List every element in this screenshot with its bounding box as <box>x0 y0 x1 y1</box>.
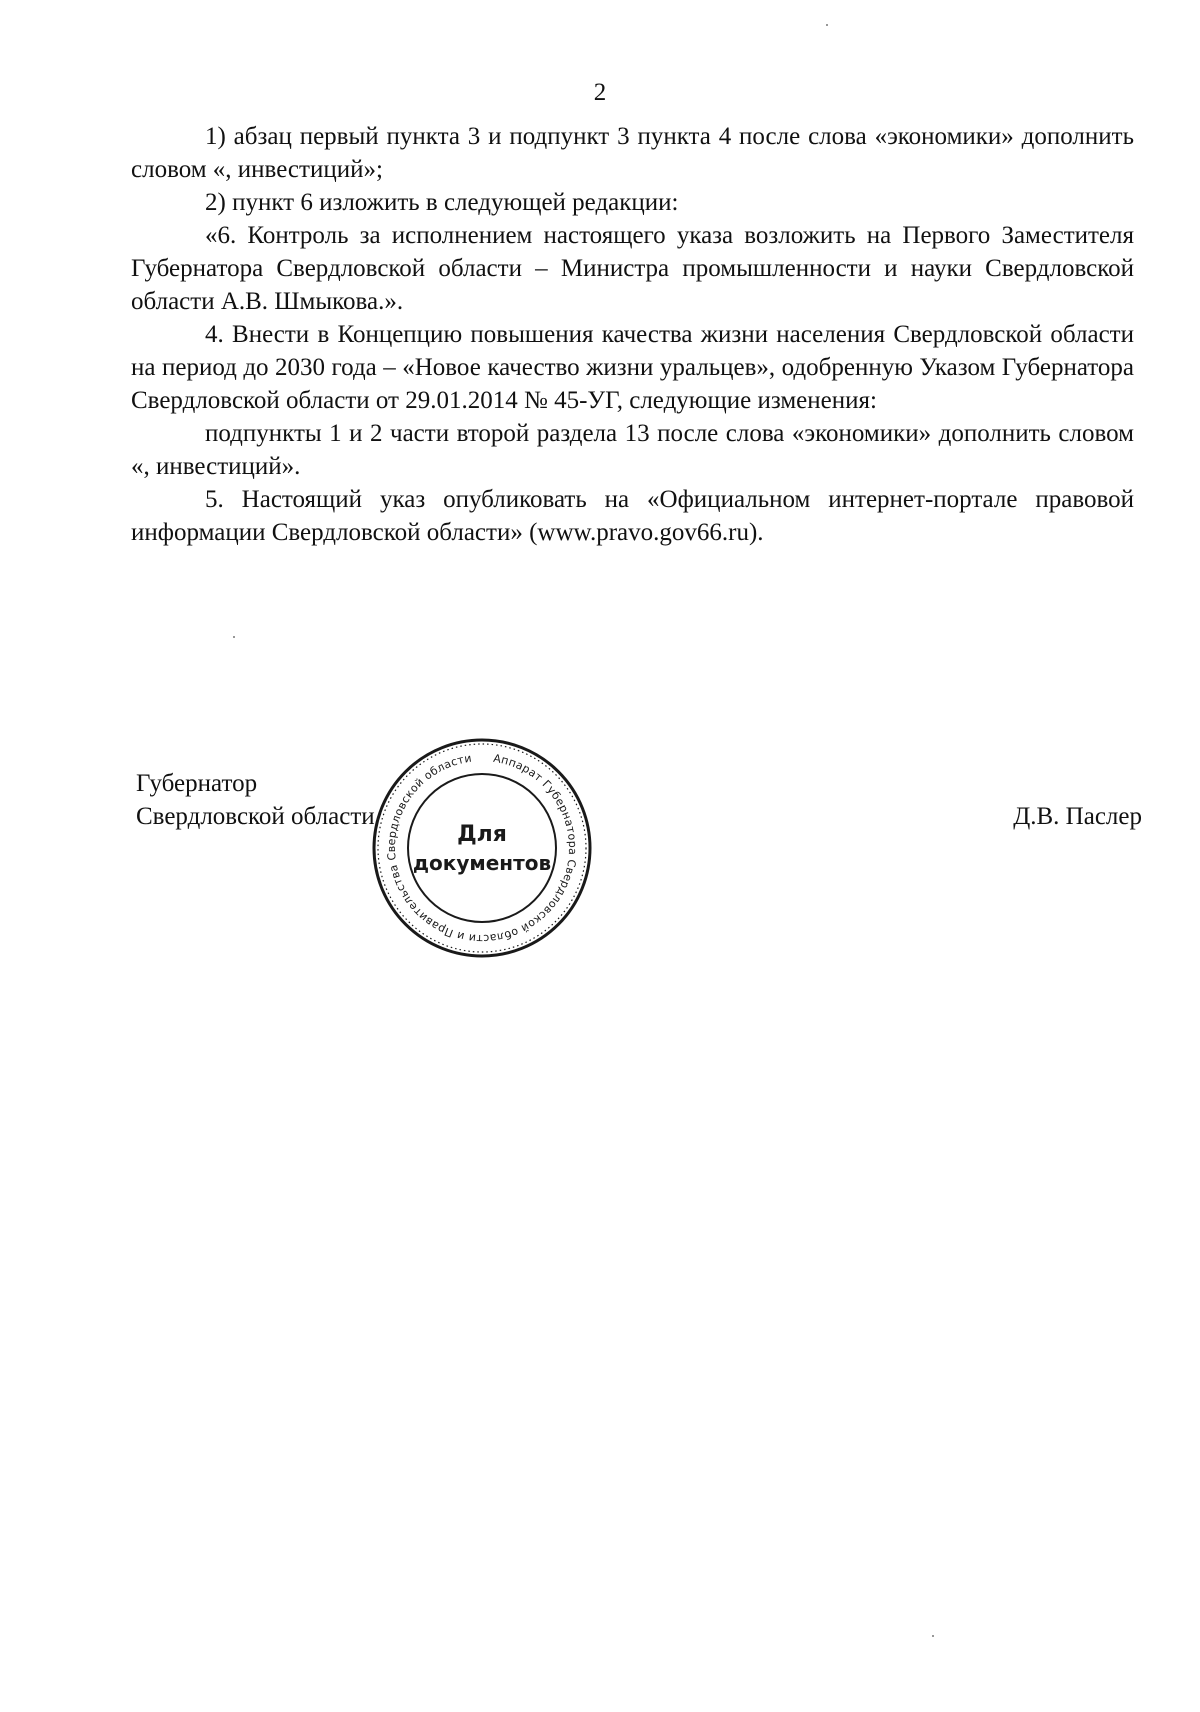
signature-title-line-1: Губернатор <box>136 770 258 797</box>
document-body <box>131 120 1134 549</box>
signatory-name: Д.В. Паслер <box>1013 803 1142 830</box>
stamp-inner-ring <box>408 774 556 922</box>
signature-title <box>136 767 375 833</box>
paragraph-3: «6. Контроль за исполнением настоящего указа возложить на Первого Заместителя Губернатора Свердловской области – Министра промышленности и науки Свердловской области А.В. Шмыкова.». <box>131 222 1134 315</box>
paragraph-4: 4. Внести в Концепцию повышения качества жизни населения Свердловской области на период до 2030 года – «Новое качество жизни уральцев», одобренную Указом Губернатора Свердловской области от 29.01.2014 № 45-УГ, следующие изменения: <box>131 321 1134 414</box>
paragraph-6: 5. Настоящий указ опубликовать на «Официальном интернет-портале правовой информации Свердловской области» (www.pravo.gov66.ru). <box>131 486 1134 546</box>
stamp-dotted-ring <box>378 744 586 952</box>
stamp-center-line-1: Для <box>457 822 507 847</box>
paragraph-2: 2) пункт 6 изложить в следующей редакции: <box>205 189 679 216</box>
stamp-ring-text: Аппарат Губернатора Свердловской области и Правительства Свердловской области <box>384 751 580 946</box>
stamp-center-line-2: документов <box>412 851 552 875</box>
page-number: 2 <box>593 79 607 106</box>
paragraph-5: подпункты 1 и 2 части второй раздела 13 после слова «экономики» дополнить словом «, инвестиций». <box>131 420 1134 480</box>
scan-speck <box>233 636 235 638</box>
official-stamp-seal <box>371 737 593 959</box>
signature-title-line-2: Свердловской области <box>136 803 375 830</box>
scan-speck <box>932 1635 934 1637</box>
paragraph-1: 1) абзац первый пункта 3 и подпункт 3 пункта 4 после слова «экономики» дополнить словом «, инвестиций»; <box>131 123 1134 183</box>
scan-speck <box>826 24 828 26</box>
stamp-outer-ring <box>374 740 590 956</box>
